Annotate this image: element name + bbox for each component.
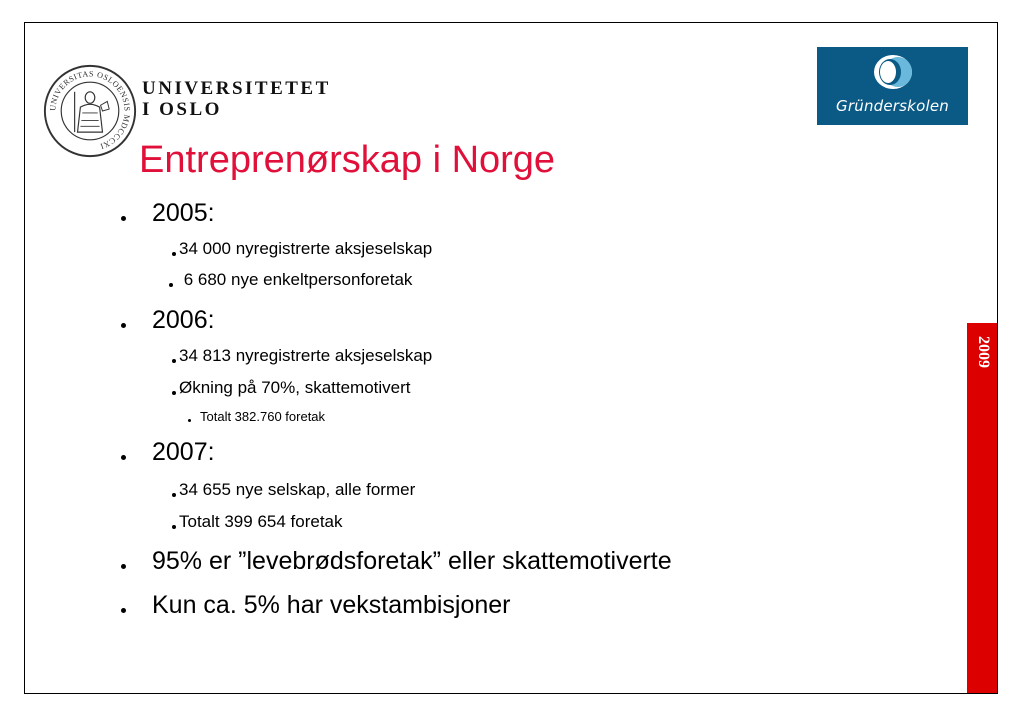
university-name-line2: I OSLO: [142, 99, 222, 120]
grunderskolen-mark-icon: [868, 53, 918, 91]
university-name-line1: UNIVERSITETET: [142, 78, 331, 99]
university-seal-icon: [42, 63, 138, 159]
sub-bullet-item: [179, 345, 432, 367]
sub-bullet-item: [179, 377, 411, 399]
bullet-marker: [121, 608, 126, 613]
bullet-item: [152, 590, 511, 620]
bullet-text: 2007:: [152, 438, 215, 466]
bullet-marker: [169, 283, 173, 287]
year-label: 2009: [975, 336, 992, 368]
bullet-marker: [172, 391, 176, 395]
bullet-text: 34 000 nyregistrerte aksjeselskap: [179, 239, 433, 258]
bullet-item: [152, 305, 215, 335]
bullet-text: 2005:: [152, 199, 215, 227]
bullet-marker: [172, 252, 176, 256]
bullet-text: 6 680 nye enkeltpersonforetak: [179, 270, 413, 289]
bullet-marker: [172, 359, 176, 363]
bullet-marker: [172, 493, 176, 497]
sub-bullet-item: [179, 511, 343, 533]
bullet-marker: [121, 455, 126, 460]
bullet-text: Økning på 70%, skattemotivert: [179, 378, 411, 397]
grunderskolen-logo: [817, 47, 968, 125]
bullet-marker: [172, 525, 176, 529]
sub-bullet-item: [179, 479, 415, 501]
bullet-item: [152, 437, 215, 467]
bullet-item: [152, 198, 215, 228]
sub-bullet-item: [179, 238, 432, 260]
bullet-text: 2006:: [152, 306, 215, 334]
bullet-marker: [121, 564, 126, 569]
bullet-text: Totalt 382.760 foretak: [200, 409, 326, 424]
grunderskolen-logo-text: Gründerskolen: [836, 97, 949, 115]
bullet-marker: [121, 323, 126, 328]
bullet-text: 34 655 nye selskap, alle former: [179, 480, 416, 499]
bullet-text: Totalt 399 654 foretak: [179, 512, 343, 531]
bullet-marker: [121, 216, 126, 221]
bullet-item: [152, 546, 672, 576]
bullet-text: 95% er ”levebrødsforetak” eller skattemotiverte: [152, 547, 672, 575]
year-band: [967, 323, 997, 693]
university-name: [142, 78, 331, 120]
sub-bullet-item: [179, 269, 412, 291]
sub-sub-bullet-item: [200, 409, 325, 425]
bullet-marker: [188, 419, 191, 422]
bullet-text: Kun ca. 5% har vekstambisjoner: [152, 591, 511, 619]
bullet-text: 34 813 nyregistrerte aksjeselskap: [179, 346, 433, 365]
slide-title: Entreprenørskap i Norge: [139, 139, 556, 181]
svg-text:UNIVERSITAS OSLOENSIS MDCCCXI: UNIVERSITAS OSLOENSIS MDCCCXI: [48, 69, 132, 151]
